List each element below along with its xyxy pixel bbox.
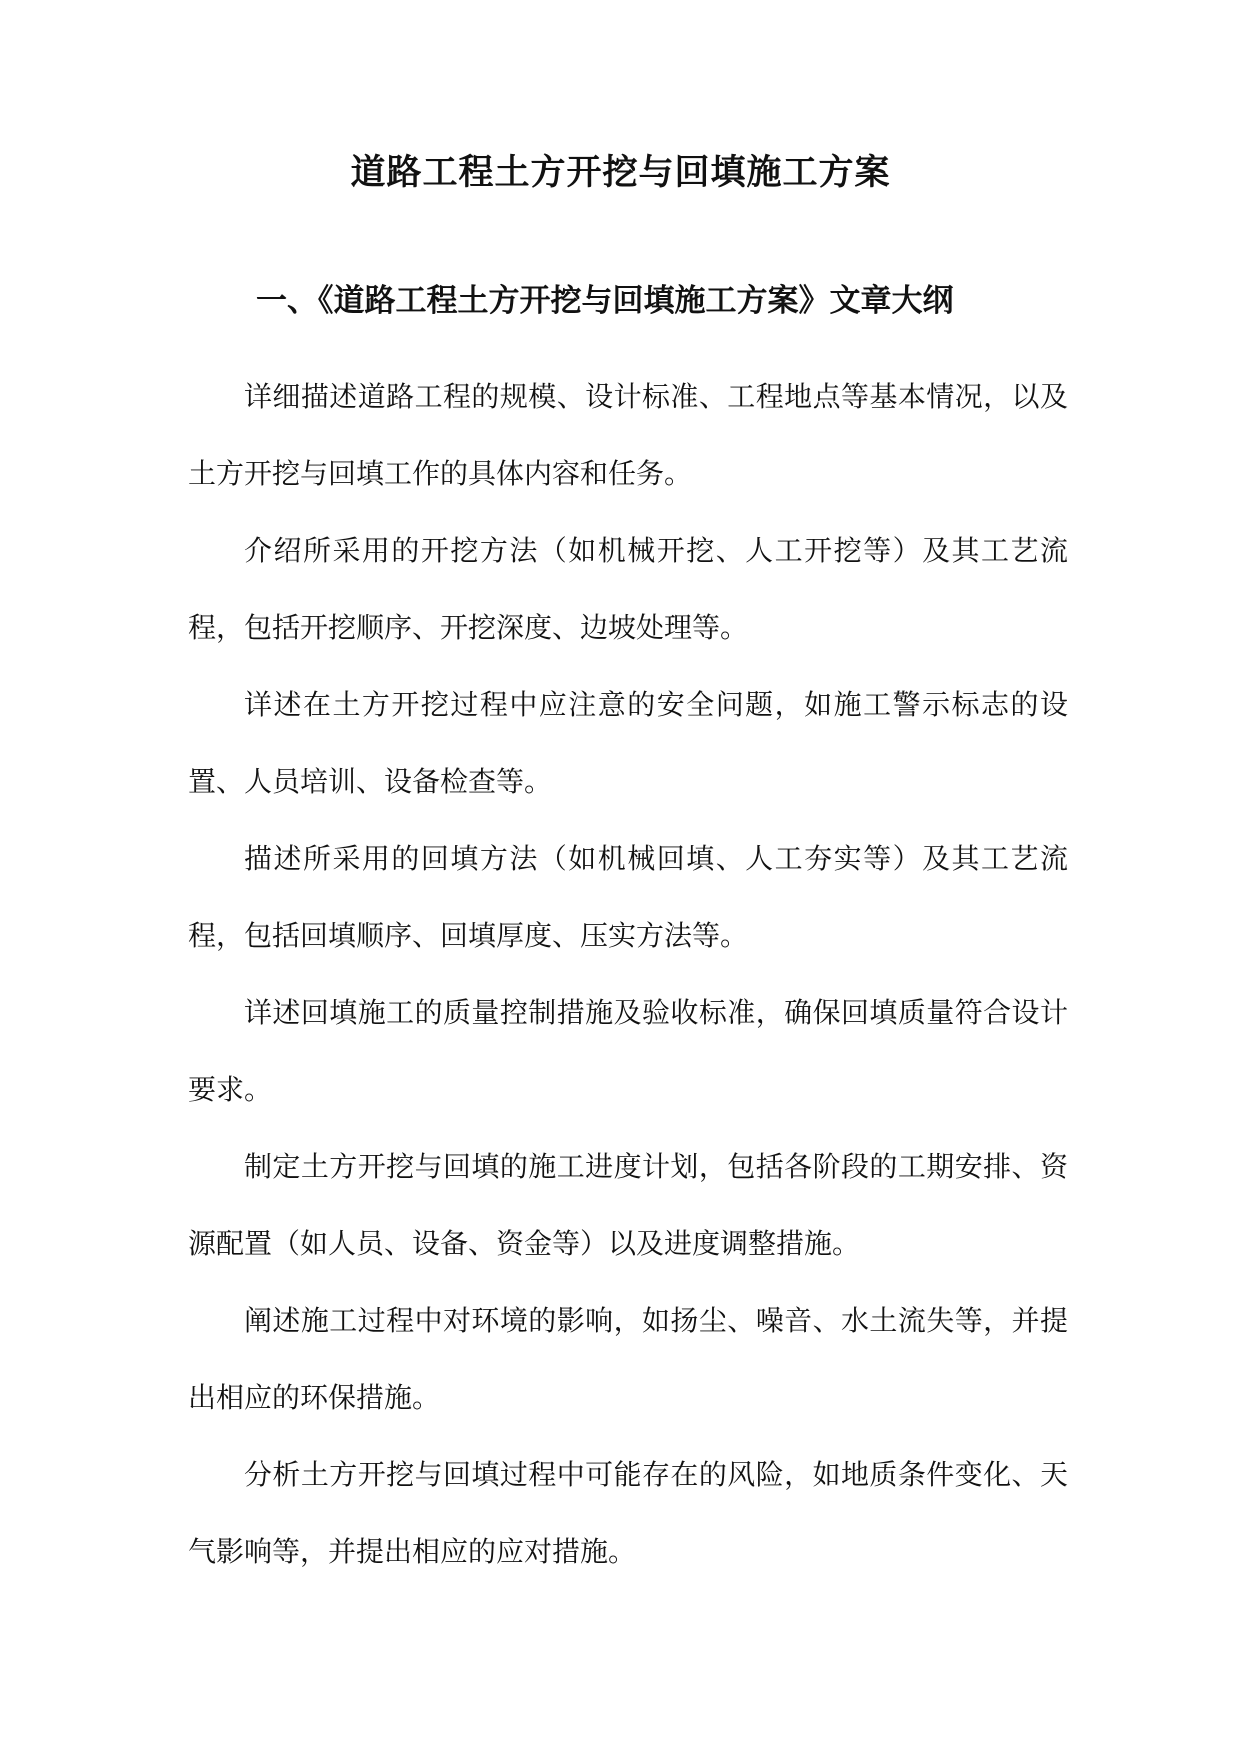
paragraph-excavation-safety: 详述在土方开挖过程中应注意的安全问题，如施工警示标志的设置、人员培训、设备检查等。 xyxy=(188,688,1068,798)
section-heading: 一、《道路工程土方开挖与回填施工方案》文章大纲 xyxy=(256,283,954,319)
paragraph-schedule: 制定土方开挖与回填的施工进度计划，包括各阶段的工期安排、资源配置（如人员、设备、资金等）以及进度调整措施。 xyxy=(188,1150,1068,1260)
paragraph-overview: 详细描述道路工程的规模、设计标准、工程地点等基本情况，以及土方开挖与回填工作的具体内容和任务。 xyxy=(188,380,1068,490)
paragraph-backfill-quality: 详述回填施工的质量控制措施及验收标准，确保回填质量符合设计要求。 xyxy=(188,996,1068,1106)
document-body xyxy=(188,358,1068,1590)
paragraph-environment: 阐述施工过程中对环境的影响，如扬尘、噪音、水土流失等，并提出相应的环保措施。 xyxy=(188,1304,1068,1414)
paragraph-risk: 分析土方开挖与回填过程中可能存在的风险，如地质条件变化、天气影响等，并提出相应的应对措施。 xyxy=(188,1458,1068,1568)
document-title: 道路工程土方开挖与回填施工方案 xyxy=(350,152,891,193)
paragraph-excavation-method: 介绍所采用的开挖方法（如机械开挖、人工开挖等）及其工艺流程，包括开挖顺序、开挖深度、边坡处理等。 xyxy=(188,534,1068,644)
paragraph-backfill-method: 描述所采用的回填方法（如机械回填、人工夯实等）及其工艺流程，包括回填顺序、回填厚度、压实方法等。 xyxy=(188,842,1068,952)
